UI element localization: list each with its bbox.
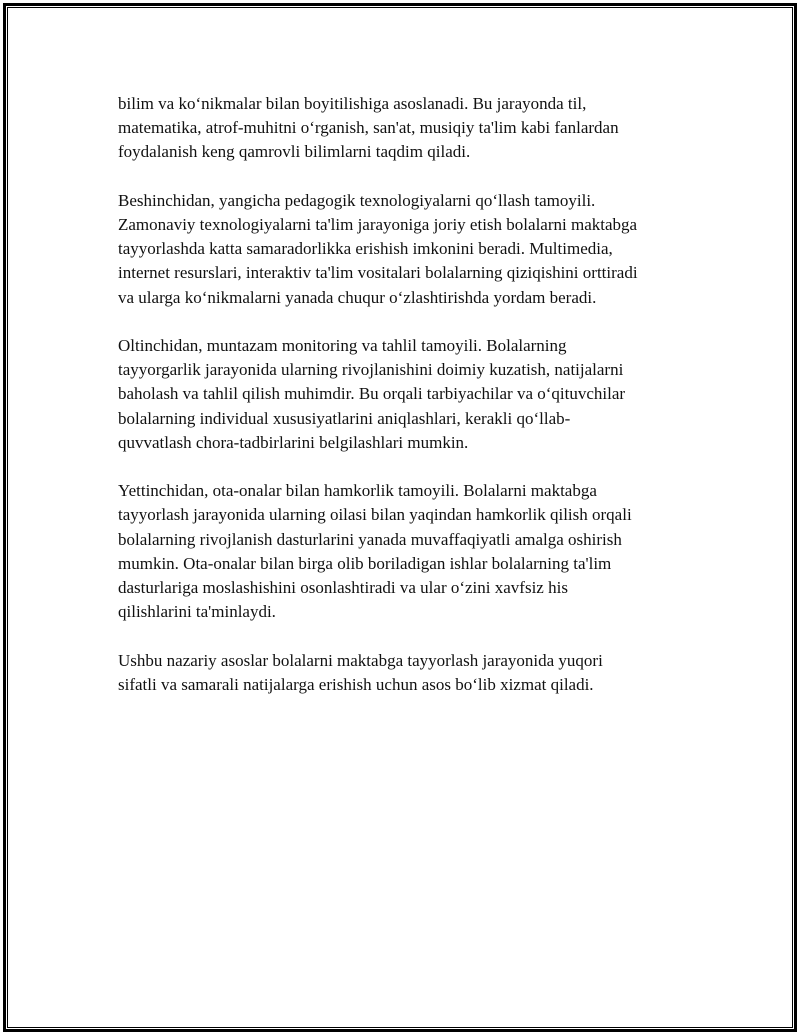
paragraph-conclusion: Ushbu nazariy asoslar bolalarni maktabga tayyorlash jarayonida yuqori sifatli va samarali natijalarga erishish uchun asos bo‘lib xizmat qiladi. — [118, 650, 603, 694]
document-body — [118, 92, 718, 721]
paragraph-seventh-principle: Yettinchidan, ota-onalar bilan hamkorlik tamoyili. Bolalarni maktabga tayyorlash jarayonida ularning oilasi bilan yaqindan hamkorlik qilish orqali bolalarning rivojlanish dasturlarini yanada muvaffaqiyatli amalga oshirish mumkin. Ota-onalar bilan birga olib boriladigan ishlar bolalarning ta'lim dasturlariga moslashishini osonlashtiradi va ular o‘zini xavfsiz his qilishlarini ta'minlaydi. — [118, 481, 632, 622]
paragraph-continuation: bilim va ko‘nikmalar bilan boyitilishiga asoslanadi. Bu jarayonda til, matematika, atrof-muhitni o‘rganish, san'at, musiqiy ta'lim kabi fanlardan foydalanish keng qamrovli bilimlarni taqdim qiladi. — [118, 94, 619, 162]
paragraph-fifth-principle: Beshinchidan, yangicha pedagogik texnologiyalarni qo‘llash tamoyili. Zamonaviy texnologiyalarni ta'lim jarayoniga joriy etish bolalarni maktabga tayyorlashda katta samaradorlikka erishish imkonini beradi. Multimedia, internet resurslari, interaktiv ta'lim vositalari bolalarning qiziqishini orttiradi va ularga ko‘nikmalarni yanada chuqur o‘zlashtirishda yordam beradi. — [118, 190, 638, 307]
paragraph-sixth-principle: Oltinchidan, muntazam monitoring va tahlil tamoyili. Bolalarning tayyorgarlik jarayonida ularning rivojlanishini doimiy kuzatish, natijalarni baholash va tahlil qilish muhimdir. Bu orqali tarbiyachilar va o‘qituvchilar bolalarning individual xususiyatlarini aniqlashlari, kerakli qo‘llab- quvvatlash chora-tadbirlarini belgilashlari mumkin. — [118, 336, 626, 452]
